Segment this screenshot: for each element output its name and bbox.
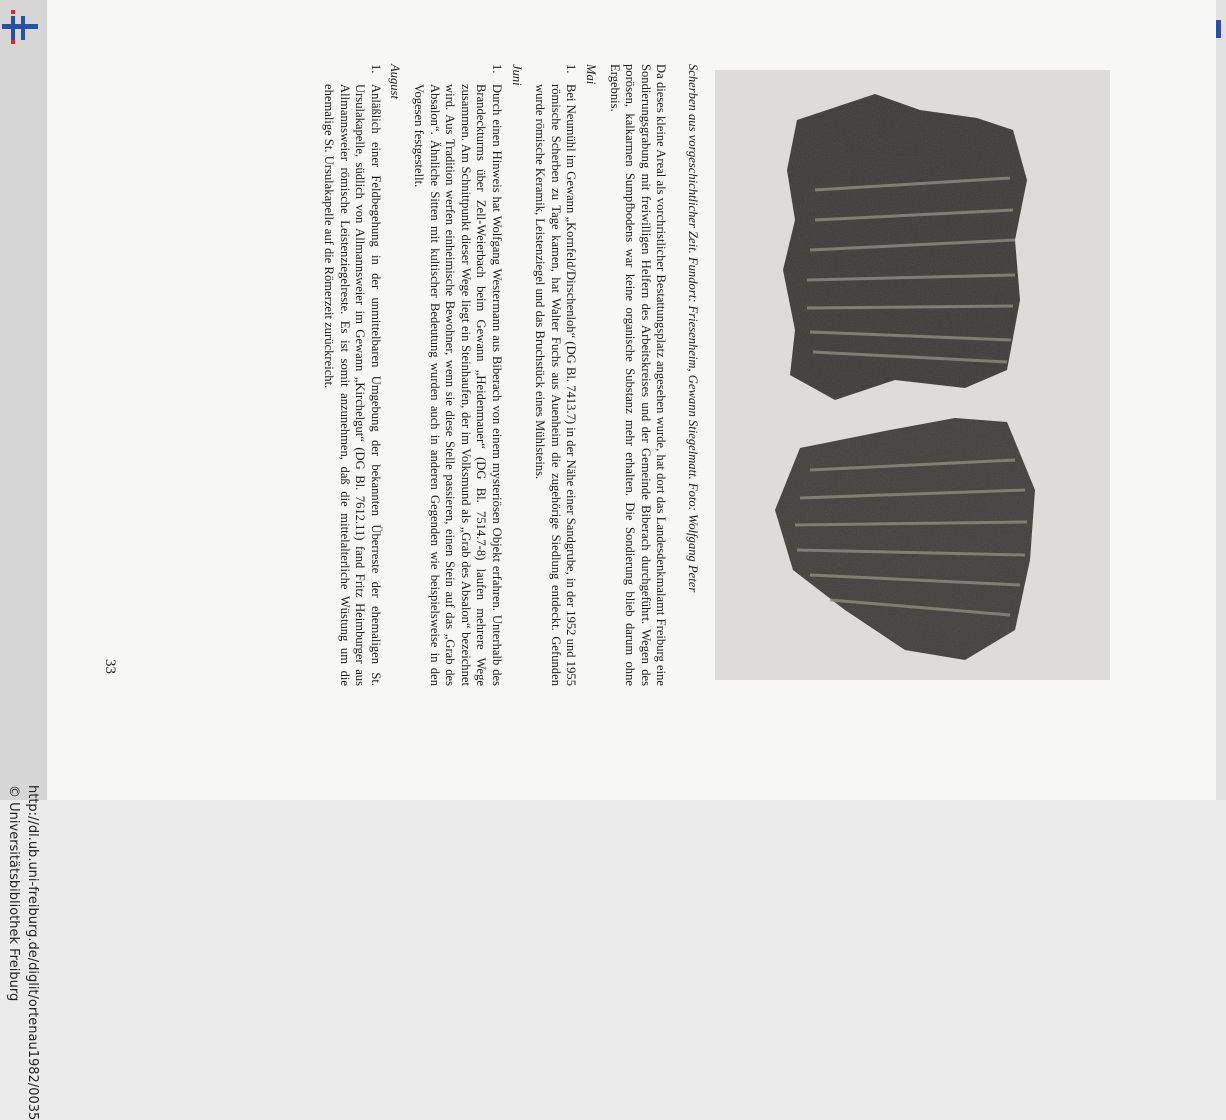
side-caption: [0, 0, 47, 1120]
section-heading-mai: Mai: [584, 64, 599, 85]
entry-number: 1.: [490, 64, 505, 74]
entry-item: [321, 64, 383, 686]
entry-number: 1.: [564, 64, 579, 74]
page-number: 33: [102, 659, 118, 674]
entry-text: Anläßlich einer Feldbegehung in der unmittelbaren Umgebung der bekannten Überreste der ehemaligen St. Ursulakapelle, südlich von Allmannsweier im Gewann „Kirchelgut“ (DG Bl. 7612.11) fand Fritz Heimburger aus Allmannsweier römische Leistenziegelreste. Es ist somit anzunehmen, daß die mittelalterliche Wüstung um die ehemalige St. Ursulakapelle auf die Römerzeit zurückreicht.: [322, 84, 383, 686]
entry-item: [532, 64, 579, 686]
entry-text: Bei Neumühl im Gewann „Kornfeld/Dirschenloh“ (DG Bl. 7413.7) in der Nähe einer Sandgrube, in der 1952 und 1955 römische Scherben zu Tage kamen, hat Walter Fuchs aus Auenheim die zugehörige Siedlung entdeckt. Gefunden wurde römische Keramik, Leistenziegel und das Bruchstück eines Mühlsteins.: [533, 84, 579, 686]
entry-number: 1.: [368, 64, 383, 74]
viewer-right-edge: [1216, 0, 1226, 800]
source-url[interactable]: http://dl.ub.uni-freiburg.de/diglit/ortenau1982/0035: [25, 785, 40, 1120]
intro-paragraph: Da dieses kleine Areal als vorchristlicher Bestattungsplatz angesehen wurde, hat dort das Landesdenkmalamt Freiburg eine Sondierungsgrabung mit freiwilligen Helfern des Arbeitskreises und der Gemeinde Biberach durchgeführt. Wegen des porösen, kalkarmen Sumpfbodens war keine organische Substanz mehr erhalten. Die Sondierung blieb darum ohne Ergebnis.: [607, 64, 669, 686]
pottery-shards-photo: [715, 70, 1110, 680]
entry-item: [411, 64, 505, 686]
photo-caption: Scherben aus vorgeschichtlicher Zeit. Fundort: Friesenheim, Gewann Stiegelmatt. Foto: Wolfgang Peter: [686, 64, 700, 593]
copyright-notice: © Universitätsbibliothek Freiburg: [6, 785, 21, 1002]
entry-text: Durch einen Hinweis hat Wolfgang Westermann aus Biberach von einem mysteriösen Objekt erfahren. Unterhalb des Brandeckturms über Zell-Weierbach beim Gewann „Heidenmauer“ (DG Bl. 7514.7-8) laufen mehrere Wege zusammen. Am Schnittpunkt dieser Wege liegt ein Steinhaufen, der im Volksmund als „Grab des Absalon“ bezeichnet wird. Aus Tradition werfen einheimische Bewohner, wenn sie diese Stelle passieren, einen Stein auf das „Grab des Absalon“. Ähnliche Sitten mit kultischer Bedeutung wurden auch in anderen Gegenden wie beispielsweise in den Vogesen festgestellt.: [412, 84, 505, 686]
section-heading-juni: Juni: [509, 64, 524, 86]
scroll-marker-icon[interactable]: [1216, 20, 1221, 38]
rotated-text-block: [313, 64, 700, 686]
section-heading-august: August: [388, 64, 403, 99]
